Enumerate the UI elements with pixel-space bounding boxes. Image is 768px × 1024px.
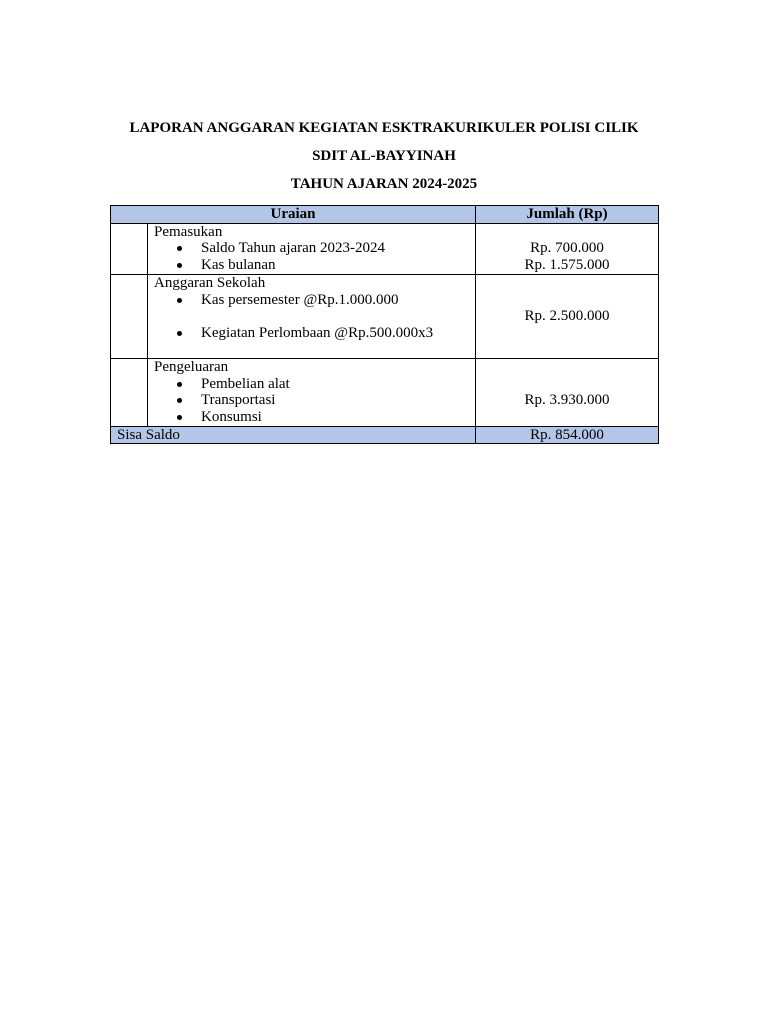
section-title: Anggaran Sekolah bbox=[154, 274, 266, 291]
footer-row bbox=[111, 426, 659, 444]
amount-cell bbox=[476, 358, 659, 426]
amount-cell bbox=[476, 223, 659, 274]
school-name: SDIT AL-BAYYINAH bbox=[312, 148, 456, 164]
list-item bbox=[154, 409, 475, 426]
amount-value: Rp. 1.575.000 bbox=[524, 257, 610, 274]
list-item-text: Konsumsi bbox=[201, 408, 262, 425]
header-row bbox=[111, 206, 659, 224]
bullet-icon bbox=[177, 298, 182, 303]
list-item-text: Transportasi bbox=[201, 392, 276, 409]
row-number-cell bbox=[111, 223, 148, 274]
bullet-icon bbox=[177, 263, 182, 268]
list-item bbox=[154, 325, 475, 342]
description-cell bbox=[148, 358, 476, 426]
list-item bbox=[154, 257, 475, 274]
amount-value: Rp. 3.930.000 bbox=[524, 392, 610, 409]
balance-amount: Rp. 854.000 bbox=[476, 426, 659, 444]
bullet-icon bbox=[177, 246, 182, 251]
row-number-cell bbox=[111, 274, 148, 358]
academic-year: TAHUN AJARAN 2024-2025 bbox=[290, 176, 478, 192]
section-row-anggaran-sekolah bbox=[111, 274, 659, 358]
report-title: LAPORAN ANGGARAN KEGIATAN ESKTRAKURIKULER POLISI CILIK bbox=[129, 120, 639, 136]
amount-value: Rp. 2.500.000 bbox=[524, 307, 610, 324]
header-jumlah: Jumlah (Rp) bbox=[476, 206, 659, 224]
list-item-text: Kegiatan Perlombaan @Rp.500.000x3 bbox=[201, 324, 434, 341]
list-item bbox=[154, 392, 475, 409]
description-cell bbox=[148, 274, 476, 358]
bullet-icon bbox=[177, 382, 182, 387]
list-item bbox=[154, 292, 475, 309]
bullet-icon bbox=[177, 331, 182, 336]
budget-table bbox=[110, 205, 659, 444]
bullet-icon bbox=[177, 415, 182, 420]
bullet-icon bbox=[177, 398, 182, 403]
header-uraian: Uraian bbox=[111, 206, 476, 224]
description-cell bbox=[148, 223, 476, 274]
section-title: Pemasukan bbox=[154, 223, 223, 240]
section-title: Pengeluaran bbox=[154, 358, 229, 375]
list-item-text: Saldo Tahun ajaran 2023-2024 bbox=[201, 240, 386, 257]
balance-label: Sisa Saldo bbox=[111, 426, 476, 444]
list-item-text: Pembelian alat bbox=[201, 375, 290, 392]
row-number-cell bbox=[111, 358, 148, 426]
list-item-text: Kas bulanan bbox=[201, 257, 276, 274]
blank-line bbox=[154, 308, 475, 325]
section-row-pengeluaran bbox=[111, 358, 659, 426]
amount-cell bbox=[476, 274, 659, 358]
list-item bbox=[154, 376, 475, 393]
section-row-pemasukan bbox=[111, 223, 659, 274]
list-item bbox=[154, 240, 475, 257]
amount-value: Rp. 700.000 bbox=[530, 240, 604, 257]
list-item-text: Kas persemester @Rp.1.000.000 bbox=[201, 291, 399, 308]
